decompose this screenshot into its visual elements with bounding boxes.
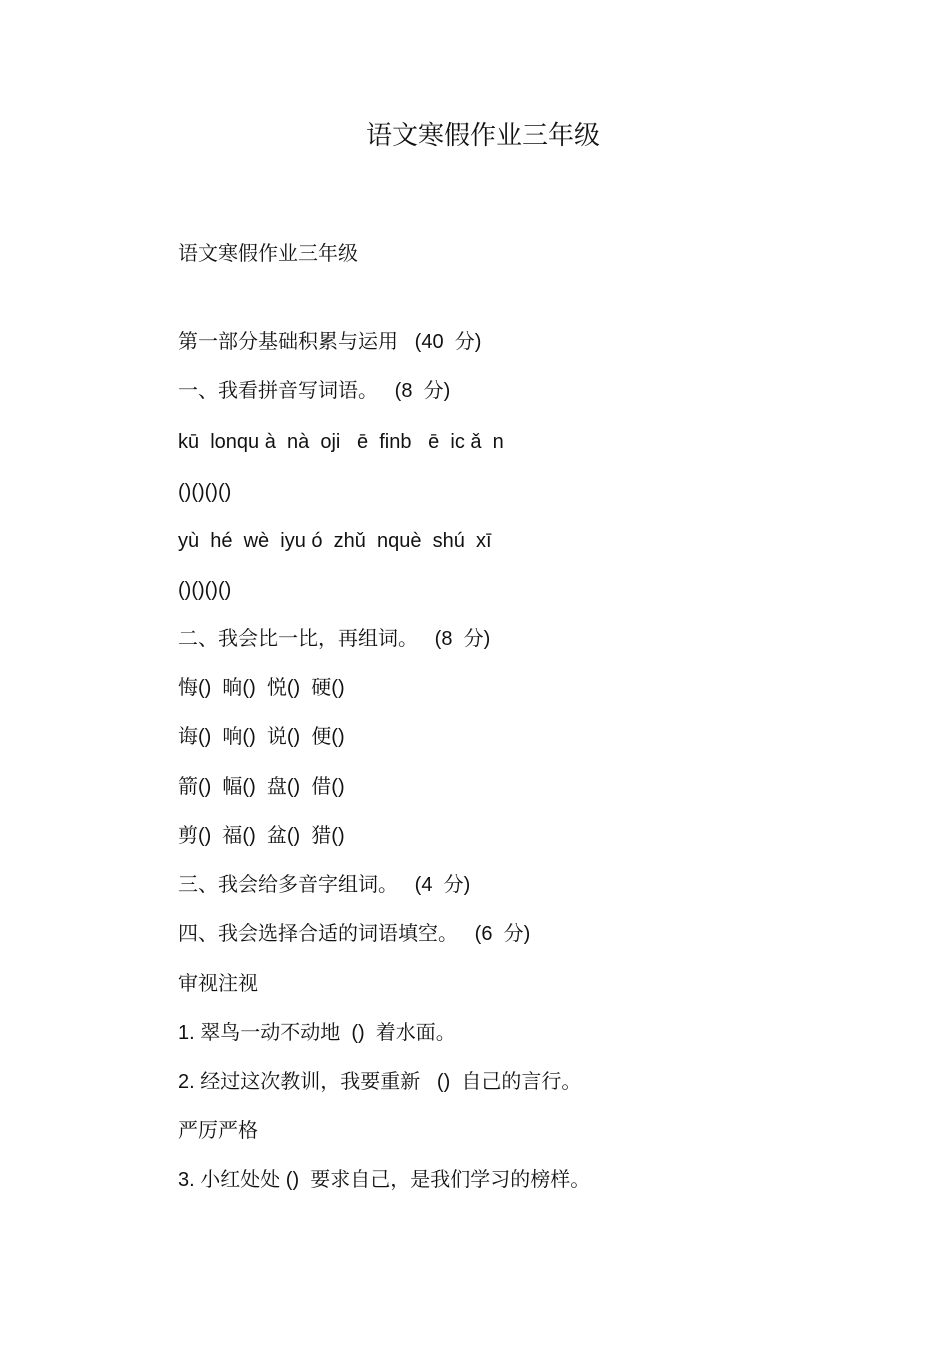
- pinyin-line-2: yù hé wè iyu ó zhǔ nquè shú xī: [178, 530, 492, 552]
- question-heading-3: 三、我会给多音字组词。 (4 分): [178, 874, 471, 896]
- pinyin-line-1: kū lonqu à nà oji ē finb ē ic ǎ n: [178, 431, 504, 453]
- fill-sentence-2: 2. 经过这次教训，我要重新 () 自己的言行。: [178, 1071, 582, 1093]
- subtitle-line: 语文寒假作业三年级: [178, 243, 358, 265]
- compare-row-1: 悔() 晌() 悦() 硬(): [178, 677, 345, 699]
- document-title: 语文寒假作业三年级: [365, 121, 600, 151]
- compare-row-3: 箭() 幅() 盘() 借(): [178, 776, 345, 798]
- blank-line-1: ()()()(): [178, 481, 232, 503]
- section-heading: 第一部分基础积累与运用 (40 分): [178, 331, 482, 353]
- question-heading-4: 四、我会选择合适的词语填空。 (6 分): [178, 923, 531, 945]
- fill-sentence-1: 1. 翠鸟一动不动地 () 着水面。: [178, 1022, 456, 1044]
- question-heading-1: 一、我看拼音写词语。 (8 分): [178, 380, 451, 402]
- compare-row-4: 剪() 福() 盆() 猎(): [178, 825, 345, 847]
- word-choice-2: 严厉严格: [178, 1120, 258, 1142]
- word-choice-1: 审视注视: [178, 973, 258, 995]
- compare-row-2: 诲() 响() 说() 便(): [178, 726, 345, 748]
- blank-line-2: ()()()(): [178, 579, 232, 601]
- question-heading-2: 二、我会比一比，再组词。 (8 分): [178, 628, 491, 650]
- fill-sentence-3: 3. 小红处处 () 要求自己，是我们学习的榜样。: [178, 1169, 591, 1191]
